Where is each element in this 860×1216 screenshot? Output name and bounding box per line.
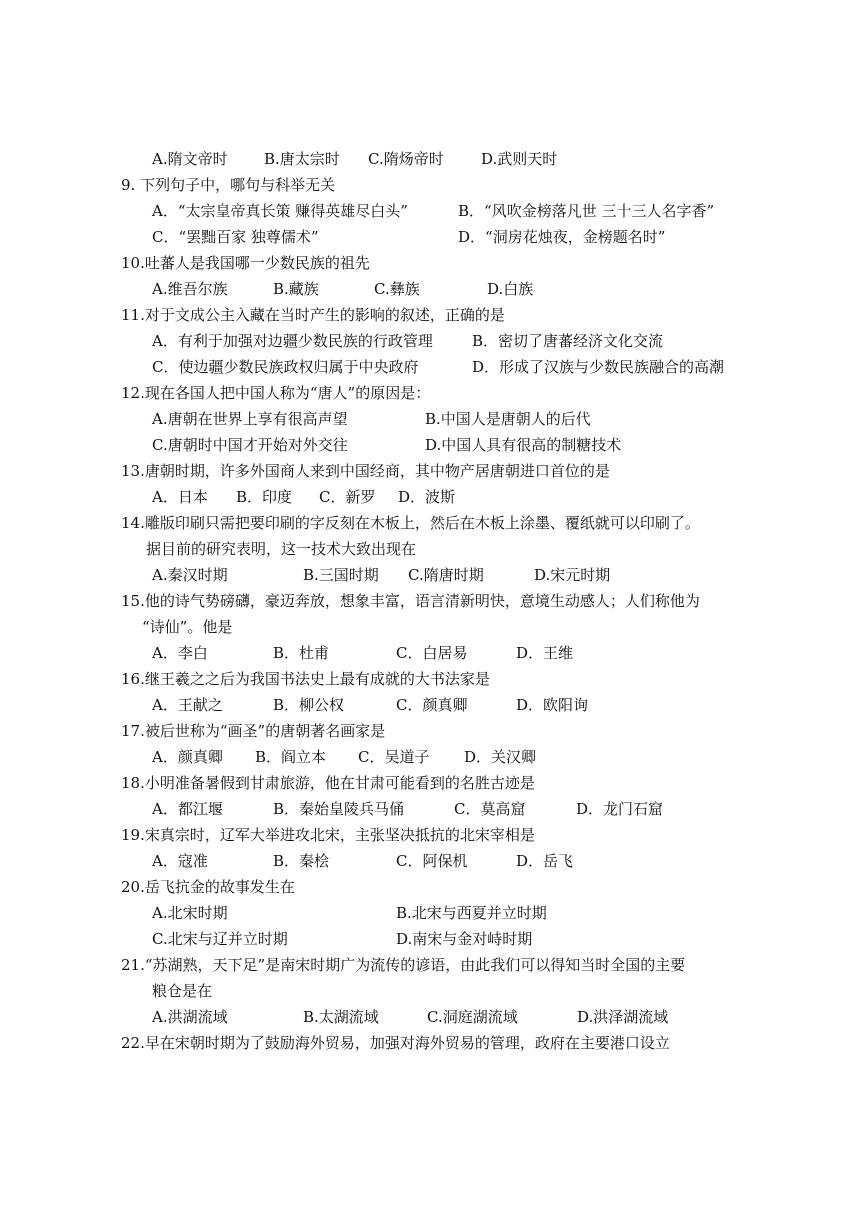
q11-option-b: B．密切了唐蕃经济文化交流 xyxy=(472,332,664,350)
q16-option-b: B．柳公权 xyxy=(273,696,345,714)
q12-stem: 12.现在各国人把中国人称为“唐人”的原因是： xyxy=(121,384,431,402)
q9-option-d: D．“洞房花烛夜，金榜题名时” xyxy=(458,228,666,246)
q16-option-c: C．颜真卿 xyxy=(396,696,468,714)
q20-option-d: D.南宋与金对峙时期 xyxy=(396,930,533,948)
q11-option-a: A．有利于加强对边疆少数民族的行政管理 xyxy=(152,332,433,350)
q17-stem: 17.被后世称为“画圣”的唐朝著名画家是 xyxy=(121,722,386,740)
q19-option-a: A．寇准 xyxy=(152,852,208,870)
q10-stem: 10.吐蕃人是我国哪一少数民族的祖先 xyxy=(121,254,370,272)
q15-option-c: C．白居易 xyxy=(396,644,468,662)
q13-option-a: A．日本 xyxy=(152,488,208,506)
q18-option-d: D．龙门石窟 xyxy=(576,800,664,818)
q21-option-b: B.太湖流域 xyxy=(303,1008,379,1026)
q19-option-d: D．岳飞 xyxy=(516,852,574,870)
q19-stem: 19.宋真宗时，辽军大举进攻北宋，主张坚决抵抗的北宋宰相是 xyxy=(121,826,535,844)
q10-option-a: A.维吾尔族 xyxy=(152,280,228,298)
q15-option-d: D．王维 xyxy=(516,644,574,662)
q21-option-c: C.洞庭湖流域 xyxy=(427,1008,518,1026)
q16-stem: 16.继王羲之之后为我国书法史上最有成就的大书法家是 xyxy=(121,670,490,688)
q19-option-b: B．秦桧 xyxy=(273,852,330,870)
q16-option-d: D．欧阳询 xyxy=(516,696,589,714)
q9-option-b: B．“风吹金榜落凡世 三十三人名字香” xyxy=(458,202,715,220)
q9-option-c: C．“罢黜百家 独尊儒术” xyxy=(152,228,319,246)
q14-option-a: A.秦汉时期 xyxy=(152,566,228,584)
q15-option-a: A．李白 xyxy=(152,644,208,662)
q11-option-c: C．使边疆少数民族政权归属于中央政府 xyxy=(152,358,419,376)
q15-stem-continued: “诗仙”。他是 xyxy=(142,618,233,636)
q12-option-a: A.唐朝在世界上享有很高声望 xyxy=(152,410,348,428)
q14-option-b: B.三国时期 xyxy=(303,566,379,584)
q12-option-d: D.中国人具有很高的制糖技术 xyxy=(425,436,622,454)
q12-option-c: C.唐朝时中国才开始对外交往 xyxy=(152,436,348,454)
q15-stem: 15.他的诗气势磅礴，豪迈奔放，想象丰富，语言清新明快，意境生动感人；人们称他为 xyxy=(121,592,700,610)
q20-option-a: A.北宋时期 xyxy=(152,904,228,922)
q8-option-c: C.隋炀帝时 xyxy=(368,150,444,168)
q8-option-a: A.隋文帝时 xyxy=(152,150,228,168)
q10-option-d: D.白族 xyxy=(487,280,534,298)
q8-option-b: B.唐太宗时 xyxy=(264,150,340,168)
q21-stem: 21.“苏湖熟，天下足”是南宋时期广为流传的谚语，由此我们可以得知当时全国的主要 xyxy=(121,956,686,974)
q18-option-a: A．都江堰 xyxy=(152,800,223,818)
q10-option-c: C.彝族 xyxy=(374,280,420,298)
q20-option-b: B.北宋与西夏并立时期 xyxy=(396,904,547,922)
q20-option-c: C.北宋与辽并立时期 xyxy=(152,930,288,948)
q18-stem: 18.小明准备暑假到甘肃旅游，他在甘肃可能看到的名胜古迹是 xyxy=(121,774,535,792)
q17-option-b: B．阎立本 xyxy=(255,748,327,766)
q12-option-b: B.中国人是唐朝人的后代 xyxy=(425,410,591,428)
q14-stem: 14.雕版印刷只需把要印刷的字反刻在木板上，然后在木板上涂墨、覆纸就可以印刷了。 xyxy=(121,514,700,532)
q9-option-a: A．“太宗皇帝真长策 赚得英雄尽白头” xyxy=(152,202,408,220)
q19-option-c: C．阿保机 xyxy=(396,852,468,870)
q16-option-a: A．王献之 xyxy=(152,696,223,714)
q13-stem: 13.唐朝时期，许多外国商人来到中国经商，其中物产居唐朝进口首位的是 xyxy=(121,462,610,480)
q17-option-c: C．吴道子 xyxy=(358,748,430,766)
q14-option-c: C.隋唐时期 xyxy=(408,566,484,584)
q11-option-d: D．形成了汉族与少数民族融合的高潮 xyxy=(472,358,725,376)
q18-option-c: C．莫高窟 xyxy=(454,800,526,818)
q21-option-a: A.洪湖流域 xyxy=(152,1008,228,1026)
q15-option-b: B．杜甫 xyxy=(273,644,330,662)
q10-option-b: B.藏族 xyxy=(273,280,319,298)
q13-option-d: D．波斯 xyxy=(398,488,456,506)
q14-stem-continued: 据目前的研究表明，这一技术大致出现在 xyxy=(146,540,417,558)
q8-option-d: D.武则天时 xyxy=(481,150,558,168)
q21-stem-continued: 粮仓是在 xyxy=(152,982,213,1000)
q9-stem: 9. 下列句子中，哪句与科举无关 xyxy=(121,176,336,194)
q13-option-c: C．新罗 xyxy=(319,488,376,506)
q18-option-b: B．秦始皇陵兵马俑 xyxy=(273,800,405,818)
q13-option-b: B．印度 xyxy=(236,488,293,506)
q22-stem: 22.早在宋朝时期为了鼓励海外贸易，加强对海外贸易的管理，政府在主要港口设立 xyxy=(121,1034,670,1052)
q21-option-d: D.洪泽湖流域 xyxy=(577,1008,669,1026)
q14-option-d: D.宋元时期 xyxy=(534,566,611,584)
q17-option-a: A．颜真卿 xyxy=(152,748,223,766)
q17-option-d: D．关汉卿 xyxy=(464,748,537,766)
q11-stem: 11.对于文成公主入藏在当时产生的影响的叙述，正确的是 xyxy=(121,306,505,324)
q20-stem: 20.岳飞抗金的故事发生在 xyxy=(121,878,295,896)
